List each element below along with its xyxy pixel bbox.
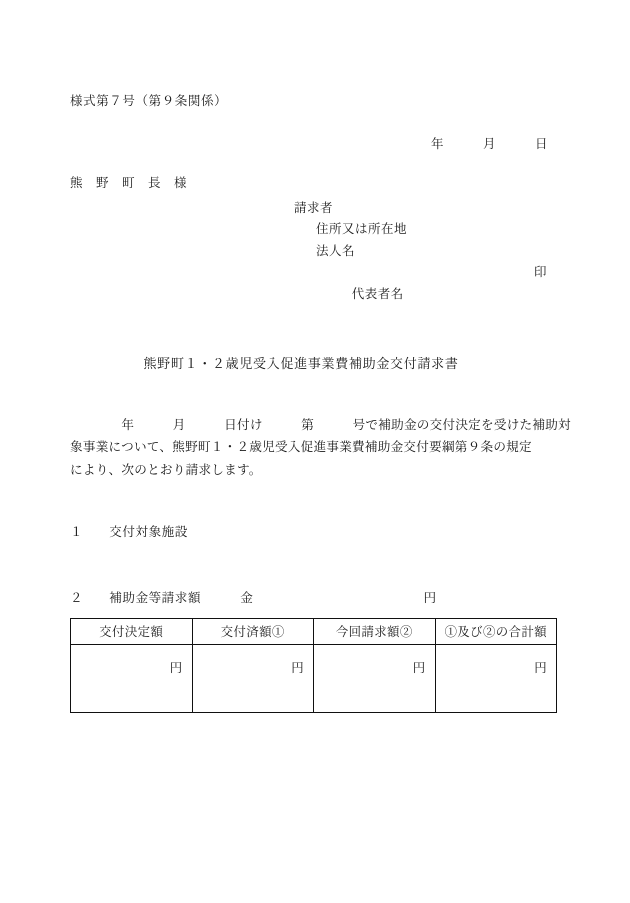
table-header-cell: 交付済額① [192, 618, 314, 644]
document-title: 熊野町１・２歳児受入促進事業費補助金交付請求書 [143, 356, 459, 372]
requester-representative-label: 代表者名 [351, 285, 404, 301]
table-header-cell: ①及び②の合計額 [435, 618, 557, 644]
requester-block [294, 197, 560, 326]
requester-address-label: 住所又は所在地 [316, 221, 408, 237]
paragraph-line-3: により、次のとおり請求します。 [70, 461, 262, 477]
table-row [71, 644, 557, 712]
requester-title: 請求者 [294, 199, 334, 215]
addressee-line: 熊 野 町 長 様 [70, 174, 188, 190]
paragraph-line-1: 年 月 日付け 第 号で補助金の交付決定を受けた補助対 [70, 416, 571, 432]
requester-corporation-label: 法人名 [316, 242, 356, 258]
form-number: 様式第７号（第９条関係） [70, 93, 228, 108]
amount-table [70, 618, 557, 713]
table-cell-current-claim-amount[interactable]: 円 [314, 644, 436, 712]
request-paragraph [70, 414, 571, 481]
date-line: 年 月 日 [430, 135, 548, 151]
table-cell-already-granted-amount[interactable]: 円 [192, 644, 314, 712]
item-1-grant-target-facility: １ 交付対象施設 [70, 523, 188, 539]
seal-mark: 印 [534, 264, 548, 280]
document-body [70, 92, 571, 713]
requester-representative-row [316, 261, 560, 326]
table-header-cell: 今回請求額② [314, 618, 436, 644]
paragraph-line-2: 象事業について、熊野町１・２歳児受入促進事業費補助金交付要綱第９条の規定 [70, 439, 532, 455]
table-header-cell: 交付決定額 [71, 618, 193, 644]
table-cell-grant-decision-amount[interactable]: 円 [71, 644, 193, 712]
table-header-row [71, 618, 557, 644]
item-2-subsidy-claim-amount: ２ 補助金等請求額 金 円 [70, 589, 437, 605]
table-cell-total-amount[interactable]: 円 [435, 644, 557, 712]
